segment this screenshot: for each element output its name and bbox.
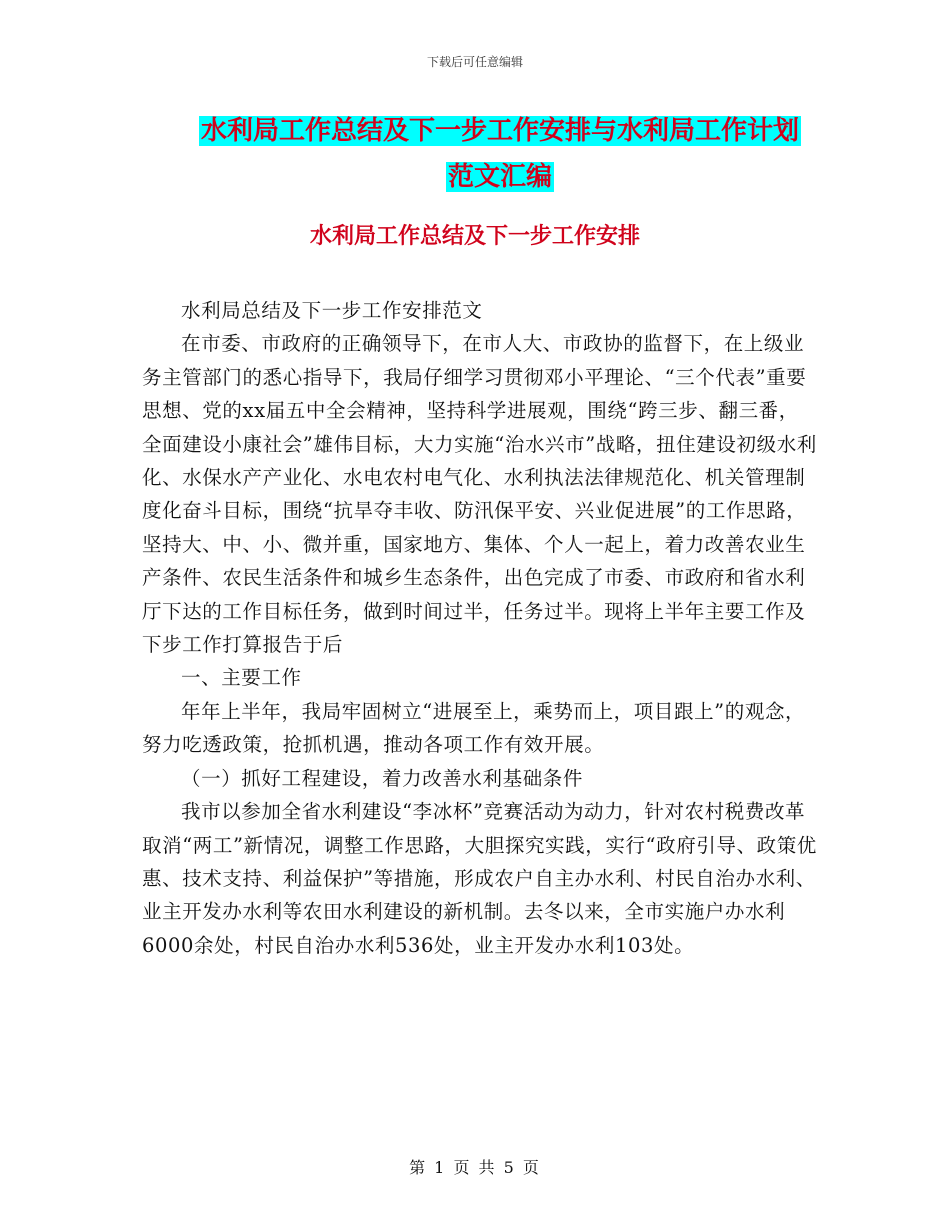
document-title-line-2: 范文汇编 (447, 162, 552, 192)
section-title: 水利局工作总结及下一步工作安排 (309, 224, 640, 249)
paragraph-intro: 在市委、市政府的正确领导下，在市人大、市政协的监督下，在上级业务主管部门的悉心指导下，我局仔细学习贯彻邓小平理论、“三个代表”重要思想、党的xx届五中全会精神，坚持科学进展观，围绕“跨三步、翻三番，全面建设小康社会”雄伟目标，大力实施“治水兴市”战略，扭住建设初级水利化、水保水产产业化、水电农村电气化、水利执法法律规范化、机关管理制度化奋斗目标，围绕“抗旱夺丰收、防汛保平安、兴业促进展”的工作思路，坚持大、中、小、微并重，国家地方、集体、个人一起上，着力改善农业生产条件、农民生活条件和城乡生态条件，出色完成了市委、市政府和省水利厅下达的工作目标任务，做到时间过半，任务过半。现将上半年主要工作及下步工作打算报告于后 (142, 332, 817, 657)
paragraph-first-half-year: 年年上半年，我局牢固树立“进展至上，乘势而上，项目跟上”的观念，努力吃透政策，抢抓机遇，推动各项工作有效开展。 (142, 699, 806, 757)
document-body (142, 294, 817, 962)
paragraph-heading-main-work: 一、主要工作 (181, 666, 302, 690)
paragraph-subtitle: 水利局总结及下一步工作安排范文 (181, 299, 483, 322)
paragraph-subheading-engineering: （一）抓好工程建设，着力改善水利基础条件 (181, 766, 584, 790)
document-title-line-1: 水利局工作总结及下一步工作安排与水利局工作计划 (200, 116, 799, 146)
paragraph-engineering-detail: 我市以参加全省水利建设“李冰杯”竞赛活动为动力，针对农村税费改革取消“两工”新情况，调整工作思路，大胆探究实践，实行“政府引导、政策优惠、技术支持、利益保护”等措施，形成农户自主办水利、村民自治办水利、业主开发办水利等农田水利建设的新机制。去冬以来，全市实施户办水利6000余处，村民自治办水利536处，业主开发办水利103处。 (142, 800, 817, 957)
document-title (150, 108, 850, 200)
page-number: 第 1 页 共 5 页 (409, 1158, 541, 1177)
page-header-note: 下载后可任意编辑 (426, 55, 523, 69)
